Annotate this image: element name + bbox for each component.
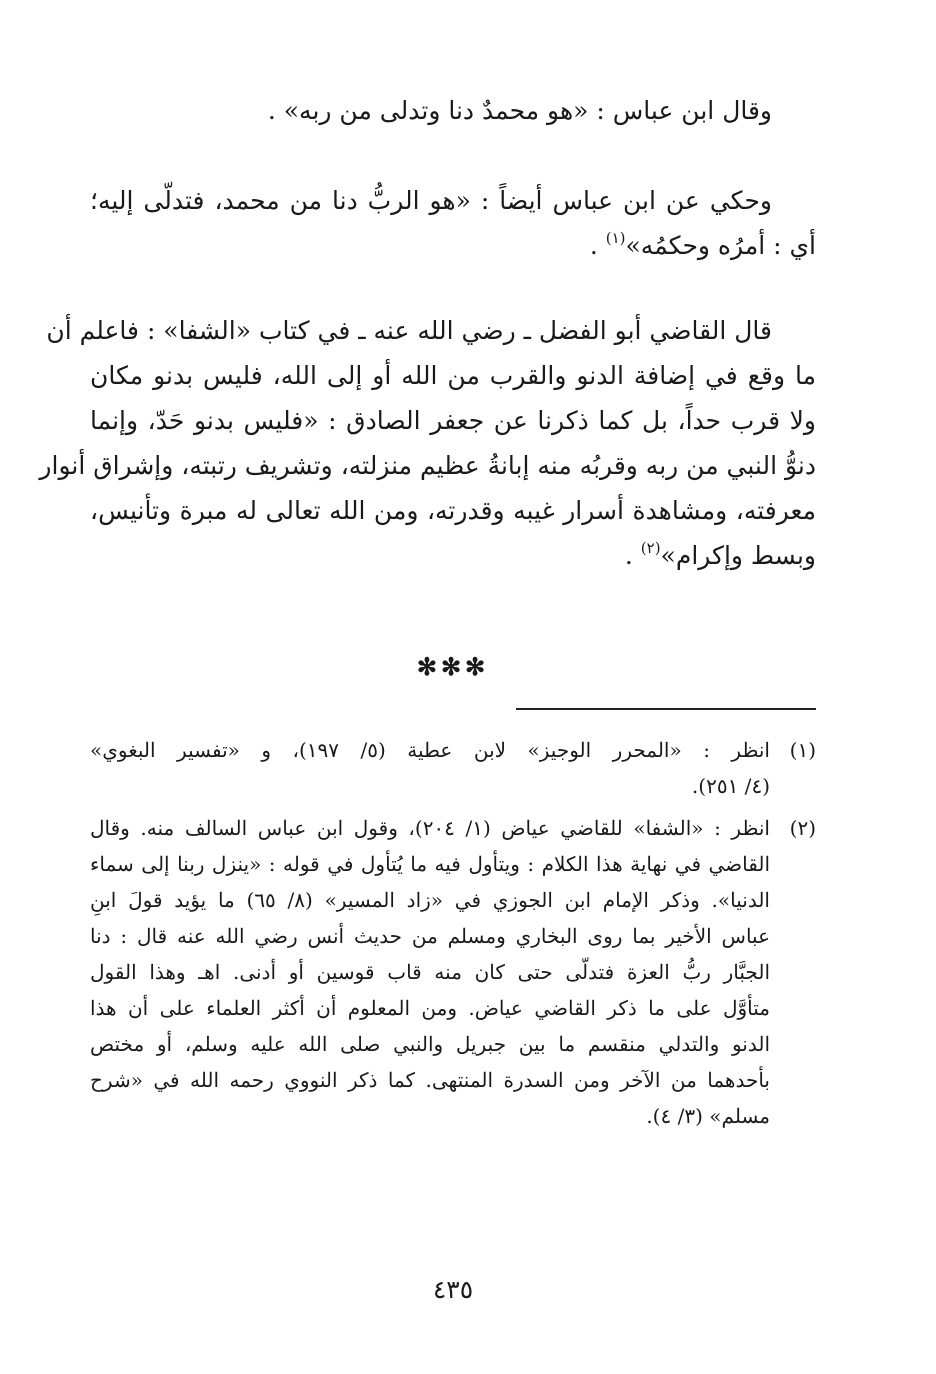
page-number: ٤٣٥	[432, 1275, 474, 1304]
footnote-1	[90, 732, 816, 804]
footnote-line: بأحدهما من الآخر ومن السدرة المنتهى. كما ذكر النووي رحمه الله في «شرح	[90, 1068, 770, 1092]
paragraph-tail: .	[589, 231, 606, 260]
paragraph-ibn-abbas-1	[90, 88, 816, 133]
paragraph-line: قال القاضي أبو الفضل ـ رضي الله عنه ـ في كتاب «الشفا» : فاعلم أن	[46, 316, 772, 345]
paragraph-line: ولا قرب حداً، بل كما ذكرنا عن جعفر الصادق : «فليس بدنو حَدّ، وإنما	[90, 406, 816, 435]
footnotes	[90, 732, 816, 1140]
book-page	[39, 80, 816, 1340]
footnote-line: متأوَّل على ما ذكر القاضي عياض. ومن المعلوم أن أكثر العلماء على أن هذا	[90, 996, 770, 1020]
paragraph-line: وحكي عن ابن عباس أيضاً : «هو الربُّ دنا من محمد، فتدلّى إليه؛	[90, 186, 772, 215]
footnote-line: (٤/ ٢٥١).	[691, 774, 770, 798]
footnote-number: (٢)	[789, 816, 816, 840]
footnote-line: القاضي في نهاية هذا الكلام : ويتأول فيه ما يُتأول في قوله : «ينزل ربنا إلى سماء	[90, 852, 770, 876]
footnote-divider	[516, 708, 816, 710]
footnote-line: عباس الأخير بما روى البخاري ومسلم من حديث أنس رضي الله عنه قال : دنا	[90, 924, 770, 948]
paragraph-tail: .	[624, 541, 641, 570]
paragraph-line-last	[90, 223, 816, 268]
footnote-marker[interactable]: (٢)	[640, 539, 661, 557]
paragraph-line: دنوُّ النبي من ربه وقربُه منه إبانةُ عظيم منزلته، وتشريف رتبته، وإشراق أنوار	[39, 451, 816, 480]
paragraph-line: معرفته، ومشاهدة أسرار غيبه وقدرته، ومن الله تعالى له مبرة وتأنيس،	[90, 496, 816, 525]
section-separator: ✻✻✻	[416, 652, 490, 681]
paragraph-line: ما وقع في إضافة الدنو والقرب من الله أو إلى الله، فليس بدنو مكان	[90, 361, 816, 390]
paragraph-line-last	[90, 533, 816, 578]
paragraph-line: وقال ابن عباس : «هو محمدٌ دنا وتدلى من ربه» .	[267, 96, 772, 125]
paragraph-qadi-iyad	[39, 308, 816, 578]
footnote-line: انظر : «الشفا» للقاضي عياض (١/ ٢٠٤)، وقول ابن عباس السالف منه. وقال	[90, 816, 770, 840]
footnote-line: الجبَّار ربُّ العزة فتدلّى حتى كان منه قاب قوسين أو أدنى. اهـ وهذا القول	[90, 960, 770, 984]
footnote-line: الدنو والتدلي منقسم ما بين جبريل والنبي صلى الله عليه وسلم، أو مختص	[90, 1032, 770, 1056]
paragraph-ibn-abbas-2	[90, 178, 816, 268]
footnote-line: الدنيا». وذكر الإمام ابن الجوزي في «زاد المسير» (٨/ ٦٥) ما يؤيد قولَ ابنِ	[90, 888, 770, 912]
footnote-marker[interactable]: (١)	[605, 229, 626, 247]
footnote-line: مسلم» (٣/ ٤).	[646, 1104, 770, 1128]
paragraph-line-text: وبسط وإكرام»	[660, 541, 816, 570]
footnote-2	[90, 810, 816, 1134]
paragraph-line-text: أي : أمرُه وحكمُه»	[625, 231, 816, 260]
footnote-line: انظر : «المحرر الوجيز» لابن عطية (٥/ ١٩٧)، و «تفسير البغوي»	[90, 738, 770, 762]
footnote-number: (١)	[789, 738, 816, 762]
